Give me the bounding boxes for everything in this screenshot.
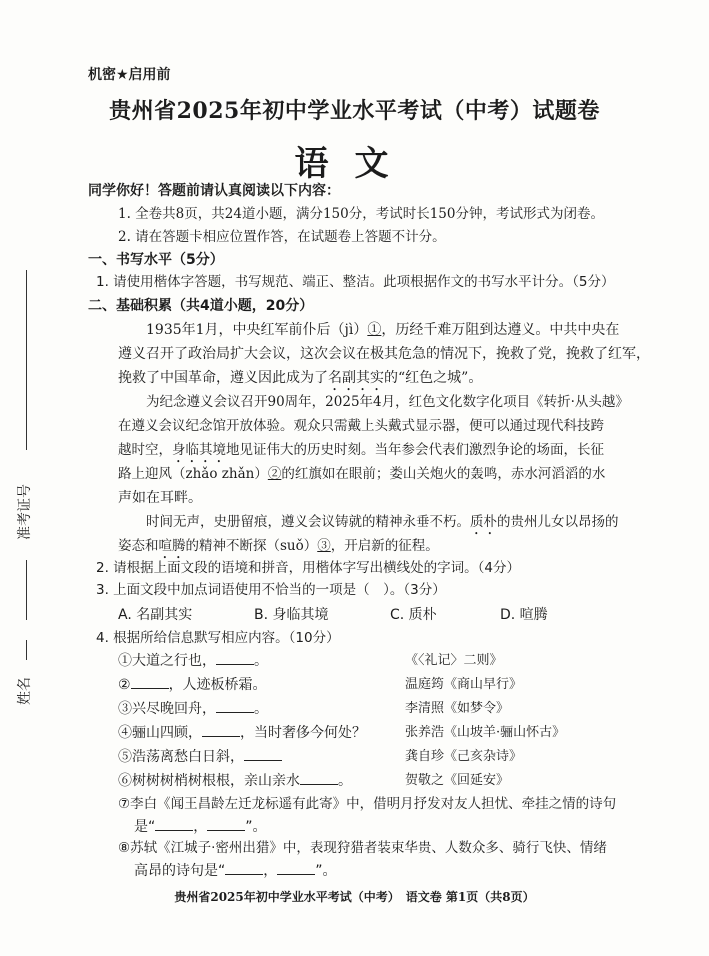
passage-para-2-line-4: 路上迎风（zhǎo zhǎn）②的红旗如在眼前；娄山关炮火的轰鸣，赤水河滔滔的水 <box>118 466 606 482</box>
q4-source-3: 李清照《如梦令》 <box>405 701 510 716</box>
answer-blank <box>216 698 254 713</box>
exam-id-line <box>26 270 27 450</box>
question-2: 2. 请根据上面文段的语境和拼音，用楷体字写出横线处的字词。（4分） <box>96 560 521 576</box>
blank-3: ③ <box>317 538 331 554</box>
dotted-word-4: 喧腾 <box>158 538 186 554</box>
q4-source-5: 龚自珍《己亥杂诗》 <box>405 749 523 764</box>
q4-item-8-line-1: ⑧苏轼《江城子·密州出猎》中，表现狩猎者装束华贵、人数众多、骑行飞快、情绪 <box>118 840 607 856</box>
q4-item-8-line-2: 高昂的诗句是“ ， ”。 <box>134 860 337 881</box>
passage-para-1-line-3: 挽救了中国革命，遵义因此成为了名副其实的“红色之城”。 <box>118 370 483 386</box>
dotted-word-2: 身临其境 <box>172 442 226 458</box>
notice-item-1: 1. 全卷共8页，共24道小题，满分150分，考试时长150分钟，考试形式为闭卷。 <box>118 206 604 222</box>
passage-para-3-line-1: 时间无声，史册留痕，遵义会议铸就的精神永垂不朽。质朴的贵州儿女以昂扬的 <box>146 514 619 530</box>
notice-intro: 同学你好！答题前请认真阅读以下内容： <box>88 183 340 199</box>
exam-id-line-lower <box>26 560 27 620</box>
exam-id-label: 准考证号 <box>17 484 33 540</box>
subject-title: 语文 <box>294 144 415 184</box>
name-label: 姓名 <box>17 677 33 705</box>
passage-para-1-line-1: 1935年1月，中央红军前仆后（jì）①，历经千难万阻到达遵义。中共中央在 <box>146 322 620 338</box>
q3-option-c: C. 质朴 <box>390 607 437 623</box>
passage-para-2-line-3: 越时空，身临其境地见证伟大的历史时刻。当年参会代表们激烈争论的场面，长征 <box>118 442 604 458</box>
page-footer: 贵州省2025年初中学业水平考试（中考） 语文卷 第1页（共8页） <box>174 890 535 904</box>
answer-blank <box>225 860 263 875</box>
dotted-word-3: 质朴 <box>470 514 497 530</box>
q4-source-6: 贺敬之《回延安》 <box>405 773 510 788</box>
q4-item-2: ② ，人迹板桥霜。 <box>118 674 267 695</box>
section-2-heading: 二、基础积累（共4道小题，20分） <box>88 298 314 314</box>
q4-item-4: ④骊山四顾， ，当时奢侈今何处？ <box>118 722 366 743</box>
passage-para-2-line-5: 声如在耳畔。 <box>118 490 202 506</box>
blank-2: ② <box>267 466 282 482</box>
q3-option-b: B. 身临其境 <box>254 607 329 623</box>
q4-item-5: ⑤浩荡离愁白日斜， <box>118 746 282 767</box>
question-1: 1. 请使用楷体字答题，书写规范、端正、整洁。此项根据作文的书写水平计分。（5分） <box>96 274 615 290</box>
q4-source-1: 《〈礼记〉二则》 <box>405 653 503 668</box>
passage-para-3-line-2: 姿态和喧腾的精神不断探（suǒ）③，开启新的征程。 <box>118 538 439 554</box>
answer-blank <box>277 860 315 875</box>
answer-blank <box>216 650 254 665</box>
answer-blank <box>244 746 282 761</box>
answer-blank <box>300 770 338 785</box>
passage-para-2-line-2: 在遵义会议纪念馆开放体验。观众只需戴上头戴式显示器，便可以通过现代科技跨 <box>118 418 604 434</box>
section-1-heading: 一、书写水平（5分） <box>88 252 224 268</box>
q4-item-3: ③兴尽晚回舟， 。 <box>118 698 268 719</box>
question-3: 3. 上面文段中加点词语使用不恰当的一项是（ ）。（3分） <box>96 582 446 598</box>
exam-title: 贵州省2025年初中学业水平考试（中考）试题卷 <box>109 98 600 124</box>
q4-item-7-line-1: ⑦李白《闻王昌龄左迁龙标遥有此寄》中，借明月抒发对友人担忧、牵挂之情的诗句 <box>118 796 617 812</box>
q3-option-d: D. 喧腾 <box>500 607 548 623</box>
q4-source-2: 温庭筠《商山早行》 <box>405 677 523 692</box>
q4-item-6: ⑥树树树梢树根根，亲山亲水 。 <box>118 770 352 791</box>
q4-item-7-line-2: 是“ ， ”。 <box>134 816 267 837</box>
name-line <box>26 640 27 660</box>
confidential-mark: 机密★启用前 <box>88 67 171 83</box>
q4-item-1: ①大道之行也， 。 <box>118 650 268 671</box>
q4-source-4: 张养浩《山坡羊·骊山怀古》 <box>405 725 566 740</box>
passage-para-1-line-2: 遵义召开了政治局扩大会议，这次会议在极其危急的情况下，挽救了党，挽救了红军， <box>118 346 650 362</box>
notice-item-2: 2. 请在答题卡相应位置作答，在试题卷上答题不计分。 <box>118 229 446 245</box>
answer-blank <box>207 816 245 831</box>
question-4: 4. 根据所给信息默写相应内容。（10分） <box>96 630 340 646</box>
answer-blank <box>155 816 193 831</box>
dotted-word-1: 名副其实 <box>328 370 384 386</box>
blank-1: ① <box>367 322 382 338</box>
q3-option-a: A. 名副其实 <box>118 607 193 623</box>
answer-blank <box>202 722 240 737</box>
passage-para-2-line-1: 为纪念遵义会议召开90周年，2025年4月，红色文化数字化项目《转折·从头越》 <box>146 394 629 410</box>
answer-blank <box>131 674 169 689</box>
